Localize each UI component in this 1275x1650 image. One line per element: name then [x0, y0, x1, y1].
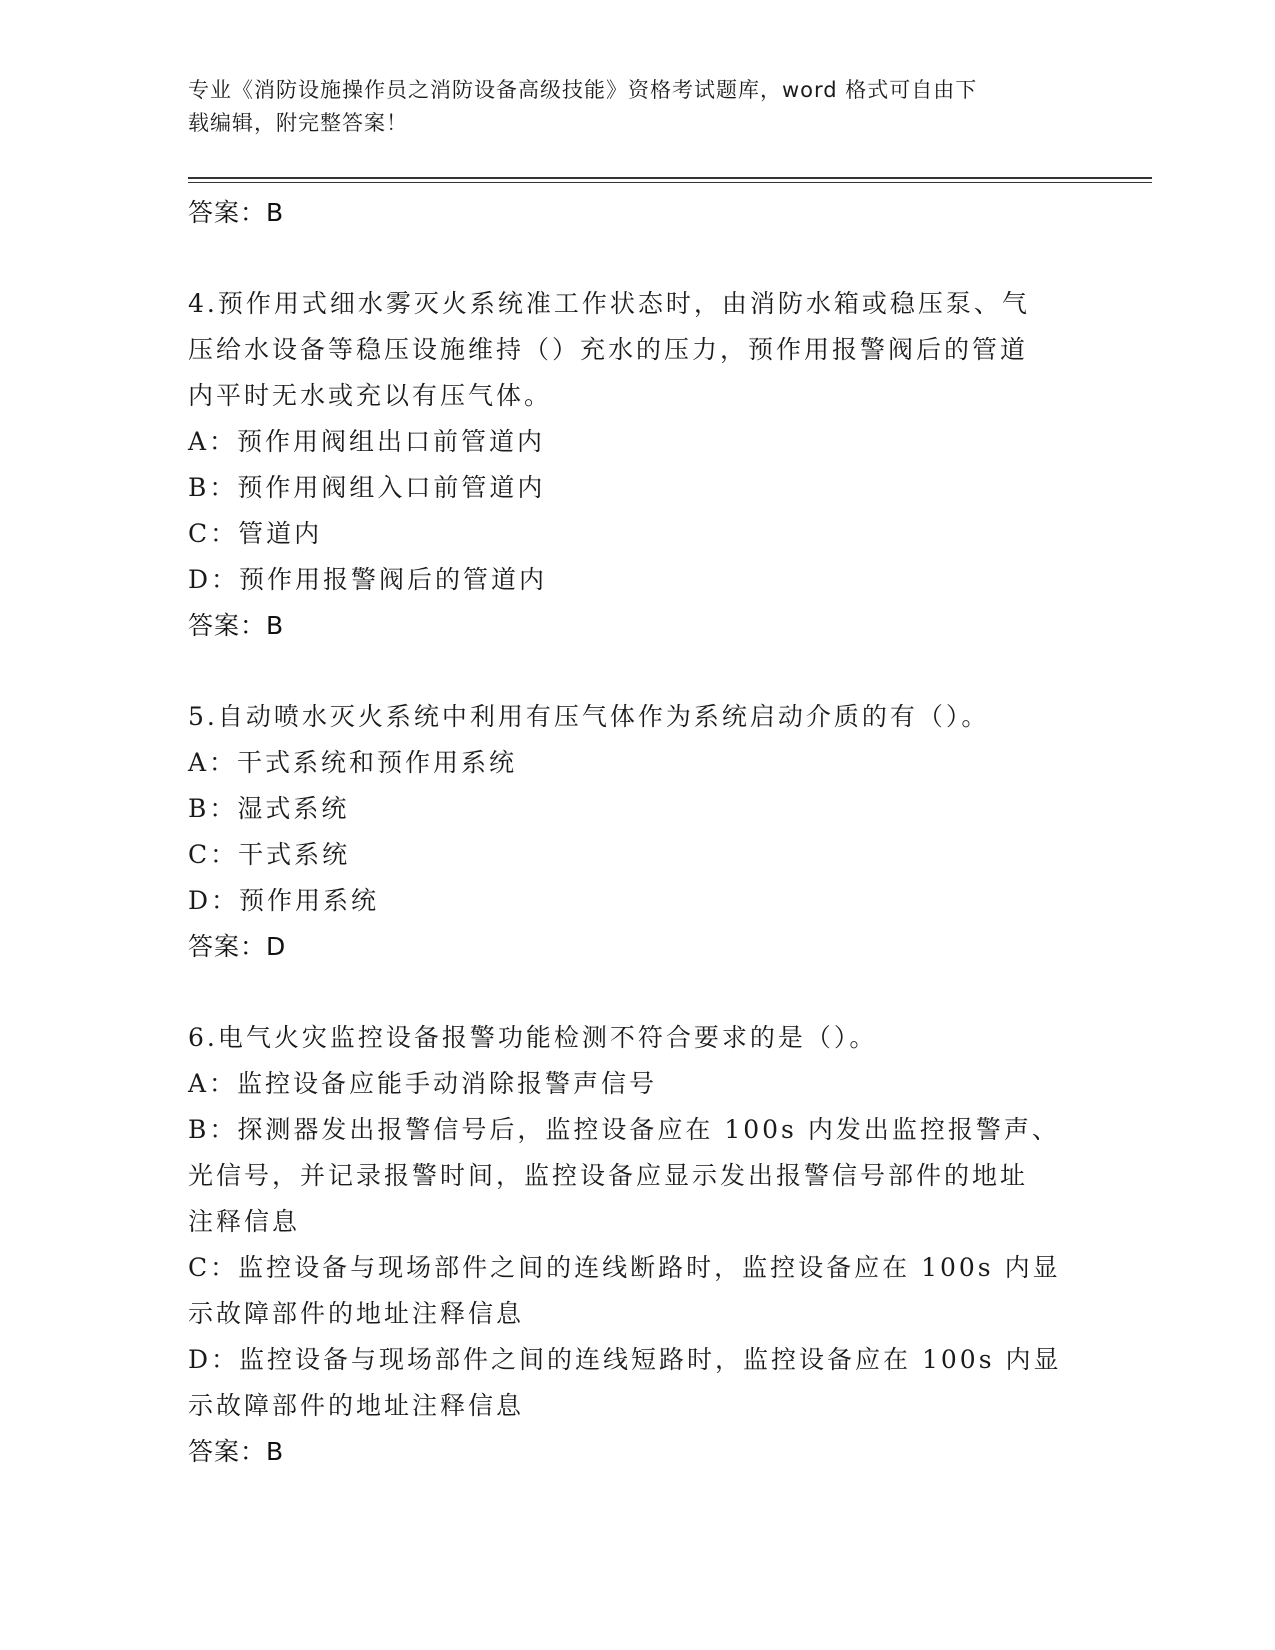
option-c-continued: 示故障部件的地址注释信息 — [188, 1299, 525, 1328]
question-stem-line: 4.预作用式细水雾灭火系统准工作状态时，由消防水箱或稳压泵、气 — [188, 289, 1030, 318]
answer-line: 答案：B — [188, 1437, 285, 1466]
question-stem-line: 内平时无水或充以有压气体。 — [188, 381, 553, 410]
question-block-5 — [188, 694, 1068, 970]
document-header — [188, 74, 1088, 140]
option-b-continued: 光信号，并记录报警时间，监控设备应显示发出报警信号部件的地址 — [188, 1161, 1029, 1190]
spacer — [188, 236, 1068, 281]
spacer — [188, 649, 1068, 694]
header-line-1: 专业《消防设施操作员之消防设备高级技能》资格考试题库，word 格式可自由下 — [188, 78, 978, 102]
option-d: D：预作用报警阀后的管道内 — [188, 565, 548, 594]
option-b: B：探测器发出报警信号后，监控设备应在 100s 内发出监控报警声、 — [188, 1115, 1060, 1144]
option-b: B：预作用阀组入口前管道内 — [188, 473, 546, 502]
question-block-4 — [188, 281, 1068, 649]
option-b-continued: 注释信息 — [188, 1207, 301, 1236]
question-block-6 — [188, 1015, 1068, 1475]
option-a: A：干式系统和预作用系统 — [188, 748, 518, 777]
header-rule-thick — [188, 177, 1152, 179]
answer-line: 答案：D — [188, 932, 287, 961]
answer-line: 答案：B — [188, 611, 285, 640]
option-a: A：监控设备应能手动消除报警声信号 — [188, 1069, 658, 1098]
option-d: D：预作用系统 — [188, 886, 380, 915]
option-a: A：预作用阀组出口前管道内 — [188, 427, 546, 456]
option-c: C：监控设备与现场部件之间的连线断路时，监控设备应在 100s 内显 — [188, 1253, 1061, 1282]
option-d: D：监控设备与现场部件之间的连线短路时，监控设备应在 100s 内显 — [188, 1345, 1062, 1374]
option-c: C：干式系统 — [188, 840, 351, 869]
header-line-2: 载编辑，附完整答案！ — [188, 111, 408, 135]
spacer — [188, 970, 1068, 1015]
question-stem-line: 6.电气火灾监控设备报警功能检测不符合要求的是（）。 — [188, 1023, 878, 1052]
option-b: B：湿式系统 — [188, 794, 350, 823]
question-stem-line: 压给水设备等稳压设施维持（）充水的压力，预作用报警阀后的管道 — [188, 335, 1029, 364]
answer-line: 答案：B — [188, 198, 285, 227]
question-stem-line: 5.自动喷水灭火系统中利用有压气体作为系统启动介质的有（）。 — [188, 702, 990, 731]
option-c: C：管道内 — [188, 519, 323, 548]
document-body — [188, 190, 1068, 1475]
header-rule-thin — [188, 182, 1152, 183]
option-d-continued: 示故障部件的地址注释信息 — [188, 1391, 525, 1420]
